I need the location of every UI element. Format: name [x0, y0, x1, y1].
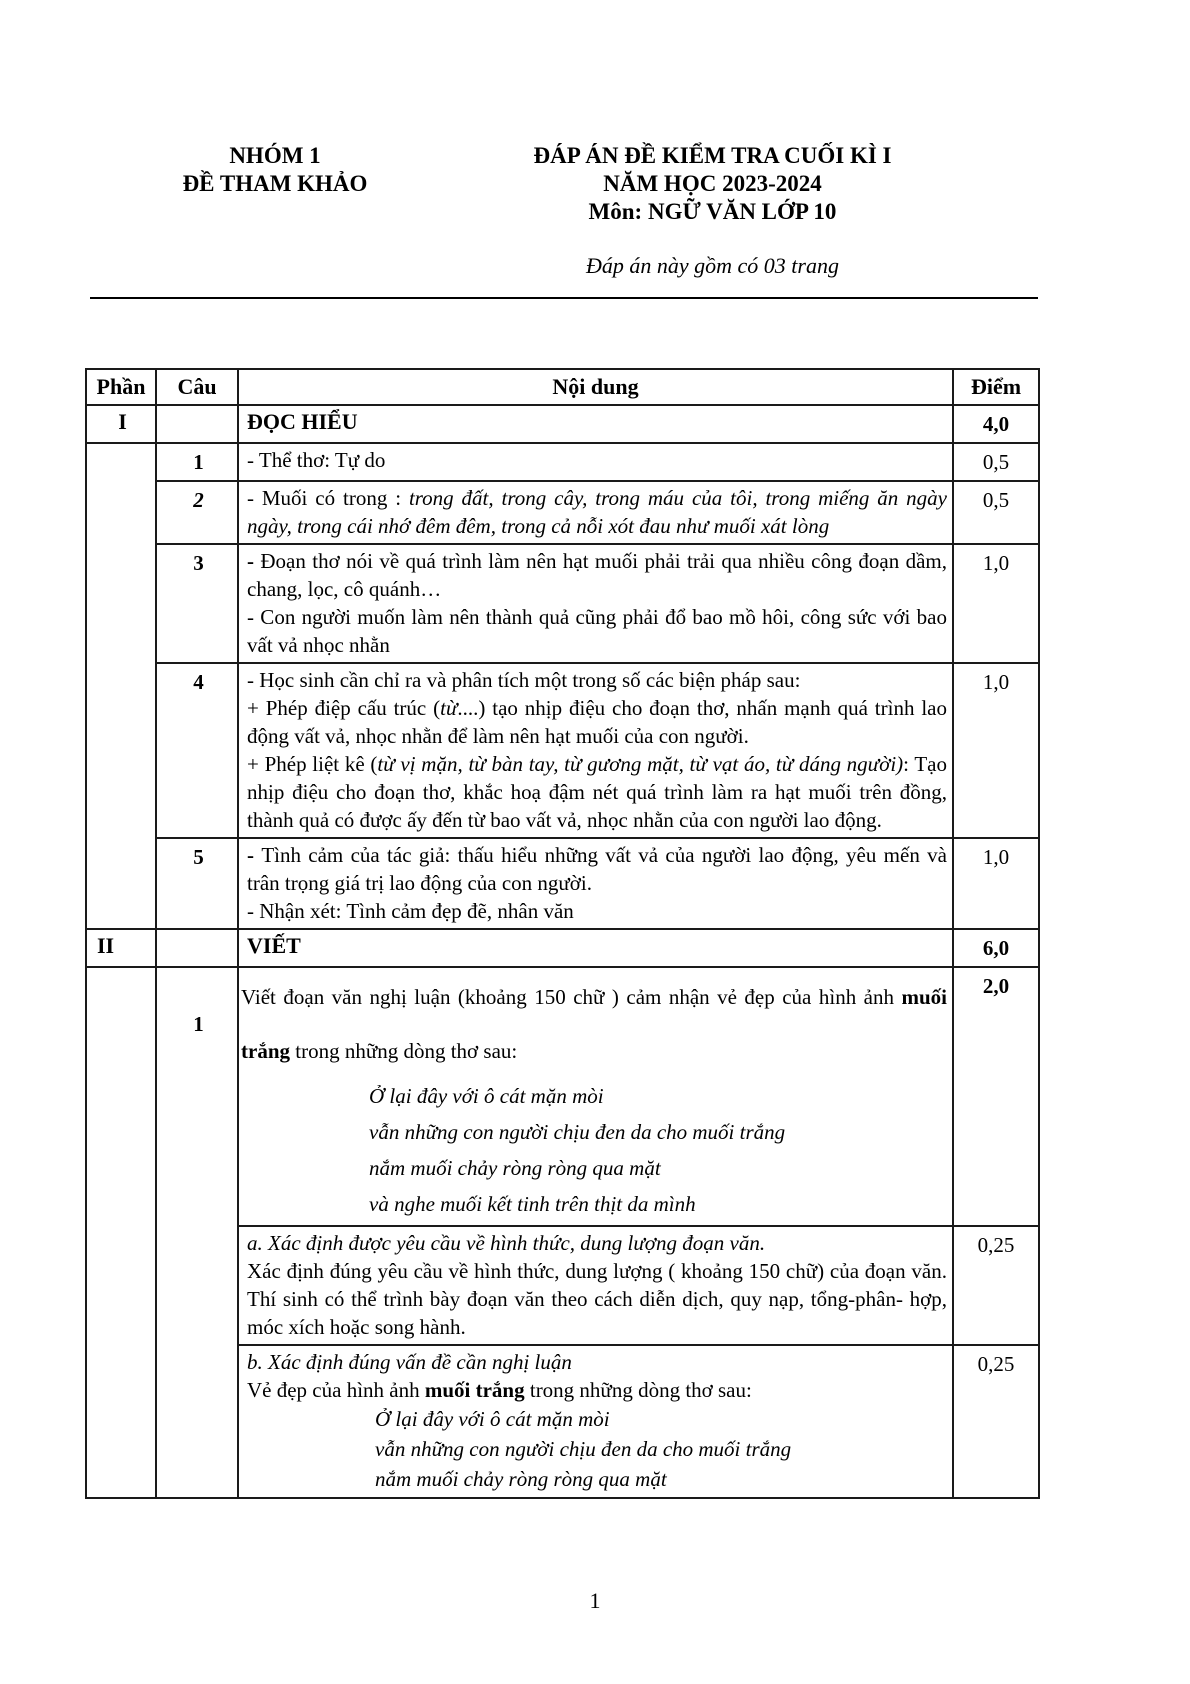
answer-key-table	[85, 368, 1040, 1499]
quoted-list: từ vị mặn, từ bàn tay, từ gương mặt, từ vạt áo, từ dáng người)	[377, 752, 904, 776]
criterion-text: Xác định đúng yêu cầu về hình thức, dung lượng ( khoảng 150 chữ) của đoạn văn. Thí sinh có thể trình bày đoạn văn theo cách diễn dịch, quy nạp, tổng-phân- hợp, móc xích hoặc song hành.	[247, 1259, 947, 1339]
section-score: 4,0	[953, 405, 1039, 443]
answer-text: - Thể thơ: Tự do	[247, 448, 386, 472]
question-score: 0,5	[953, 443, 1039, 481]
answer-content	[238, 838, 953, 929]
question-score: 0,5	[953, 481, 1039, 544]
section-number: II	[86, 929, 156, 967]
question-number: 4	[156, 663, 238, 838]
answer-content	[238, 663, 953, 838]
answer-text: + Phép liệt kê (	[247, 752, 378, 776]
bullet-dash: -	[247, 843, 262, 867]
question-score: 2,0	[953, 967, 1039, 1226]
empty-cell	[156, 405, 238, 443]
criterion-text: trong những dòng thơ sau:	[524, 1378, 752, 1402]
empty-cell	[156, 929, 238, 967]
answer-text: : Tạo nhịp điệu cho đoạn thơ, khắc hoạ đậm nét quá trình làm ra hạt muối trên đồng, thành quả có được ấy đến từ bao vất vả, nhọc nhằn của con người lao động.	[247, 752, 948, 832]
page-number: 1	[589, 1588, 601, 1613]
quoted-word: từ	[440, 696, 458, 720]
poem-line: Ở lại đây với ô cát mặn mòi	[375, 1407, 610, 1431]
row-question-2	[86, 481, 1039, 544]
task-keyword: muối trắng	[241, 985, 947, 1063]
table-header-row	[86, 369, 1039, 405]
answer-text: - Con người muốn làm nên thành quả cũng phải đổ bao mồ hôi, công sức với bao vất vả nhọc nhằn	[247, 605, 947, 657]
question-number: 2	[156, 481, 238, 544]
col-header-diem: Điểm	[953, 369, 1039, 405]
answer-content	[238, 481, 953, 544]
quoted-poem	[375, 1404, 947, 1494]
criterion-keyword: muối trắng	[424, 1378, 525, 1402]
exam-reference-label: ĐỀ THAM KHẢO	[182, 171, 368, 196]
bullet-dash: -	[247, 549, 261, 573]
criterion-text: Vẻ đẹp của hình ảnh	[247, 1378, 425, 1402]
school-year: NĂM HỌC 2023-2024	[603, 171, 822, 196]
document-title: ĐÁP ÁN ĐỀ KIỂM TRA CUỐI KÌ I	[533, 143, 892, 168]
poem-line: vẫn những con người chịu đen da cho muối trắng	[375, 1437, 792, 1461]
section-title: ĐỌC HIỂU	[238, 405, 953, 443]
group-name: NHÓM 1	[229, 143, 321, 168]
answer-content	[238, 443, 953, 481]
poem-line: nắm muối chảy ròng ròng qua mặt	[369, 1156, 661, 1180]
empty-cell	[86, 967, 156, 1498]
question-score: 1,0	[953, 663, 1039, 838]
task-text: trong những dòng thơ sau:	[290, 1039, 518, 1063]
empty-cell	[86, 443, 156, 929]
section-number: I	[86, 405, 156, 443]
answer-text: - Muối có trong :	[247, 486, 409, 510]
criterion-content	[238, 1226, 953, 1345]
poem-line: Ở lại đây với ô cát mặn mòi	[369, 1084, 604, 1108]
row-writing-question-intro	[86, 967, 1039, 1226]
poem-line: vẫn những con người chịu đen da cho muối trắng	[369, 1120, 786, 1144]
answer-text: + Phép điệp cấu trúc (	[247, 696, 441, 720]
question-score: 1,0	[953, 838, 1039, 929]
question-number: 1	[156, 443, 238, 481]
criterion-score: 0,25	[953, 1226, 1039, 1345]
criterion-heading: a. Xác định được yêu cầu về hình thức, dung lượng đoạn văn.	[247, 1231, 766, 1255]
poem-line: và nghe muối kết tinh trên thịt da mình	[369, 1192, 696, 1216]
quoted-poem	[369, 1078, 947, 1222]
section-row-doc-hieu	[86, 405, 1039, 443]
question-number: 3	[156, 544, 238, 663]
col-header-noidung: Nội dung	[238, 369, 953, 405]
subject-line: Môn: NGỮ VĂN LỚP 10	[588, 199, 837, 224]
question-number: 1	[156, 967, 238, 1498]
row-question-1	[86, 443, 1039, 481]
criterion-content	[238, 1345, 953, 1498]
answer-text: ....) tạo nhịp điệu cho đoạn thơ, nhấn mạnh quá trình lao động vất vả, nhọc nhằn để làm nên hạt muối của con người.	[247, 696, 947, 748]
answer-text: Tình cảm của tác giả: thấu hiểu những vất vả của người lao động, yêu mến và trân trọng giá trị lao động của con người.	[247, 843, 947, 895]
row-question-3	[86, 544, 1039, 663]
row-question-5	[86, 838, 1039, 929]
question-score: 1,0	[953, 544, 1039, 663]
header-center-block	[420, 142, 1005, 280]
section-title: VIẾT	[238, 929, 953, 967]
page-count-note: Đáp án này gồm có 03 trang	[586, 253, 839, 278]
header-divider	[90, 297, 1038, 299]
writing-task-content	[238, 967, 953, 1226]
section-score: 6,0	[953, 929, 1039, 967]
section-row-viet	[86, 929, 1039, 967]
poem-line: nắm muối chảy ròng ròng qua mặt	[375, 1467, 667, 1491]
answer-text: Đoạn thơ nói về quá trình làm nên hạt muối phải trải qua nhiều công đoạn dầm, chang, lọc, cô quánh…	[247, 549, 947, 601]
col-header-cau: Câu	[156, 369, 238, 405]
col-header-phan: Phần	[86, 369, 156, 405]
criterion-heading: b. Xác định đúng vấn đề cần nghị luận	[247, 1350, 572, 1374]
row-question-4	[86, 663, 1039, 838]
criterion-score: 0,25	[953, 1345, 1039, 1498]
quoted-verse: trong đất, trong cây, trong máu của tôi, trong miếng ăn ngày ngày, trong cái nhớ đêm đêm, trong cả nỗi xót đau như muối xát lòng	[247, 486, 947, 538]
answer-text: - Nhận xét: Tình cảm đẹp đẽ, nhân văn	[247, 899, 574, 923]
answer-content	[238, 544, 953, 663]
answer-text: - Học sinh cần chỉ ra và phân tích một trong số các biện pháp sau:	[247, 668, 801, 692]
question-number: 5	[156, 838, 238, 929]
header-left-block	[150, 142, 400, 198]
task-text: Viết đoạn văn nghị luận (khoảng 150 chữ ) cảm nhận vẻ đẹp của hình ảnh	[241, 985, 902, 1009]
